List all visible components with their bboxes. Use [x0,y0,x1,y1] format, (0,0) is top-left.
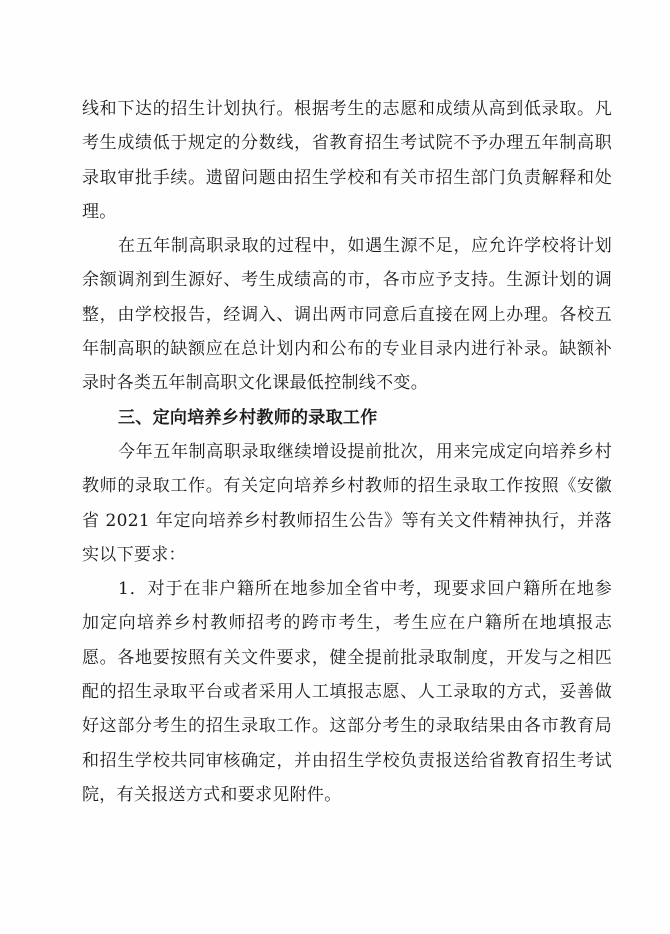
section-heading-rural-teachers: 三、定向培养乡村教师的录取工作 [118,407,378,428]
document-body [82,92,612,812]
paragraph-quota-adjustment: 在五年制高职录取的过程中，如遇生源不足，应允许学校将计划余额调剂到生源好、考生成绩高的市，各市应予支持。生源计划的调整，由学校报告，经调入、调出两市同意后直接在网上办理。各校五年制高职的缺额应在总计划内和公布的专业目录内进行补录。缺额补录时各类五年制高职文化课最低控制线不变。 [82,236,612,394]
paragraph-early-batch: 今年五年制高职录取继续增设提前批次，用来完成定向培养乡村教师的录取工作。有关定向培养乡村教师的招生录取工作按照《安徽省 2021 年定向培养乡村教师招生公告》等有关文件精神执行，并落实以下要求： [82,441,612,565]
paragraph-cross-city-candidates: 1．对于在非户籍所在地参加全省中考，现要求回户籍所在地参加定向培养乡村教师招考的跨市考生，考生应在户籍所在地填报志愿。各地要按照有关文件要求，健全提前批录取制度，开发与之相匹配的招生录取平台或者采用人工填报志愿、人工录取的方式，妥善做好这部分考生的招生录取工作。这部分考生的录取结果由各市教育局和招生学校共同审核确定，并由招生学校负责报送给省教育招生考试院，有关报送方式和要求见附件。 [82,579,612,805]
paragraph-admission-rules: 线和下达的招生计划执行。根据考生的志愿和成绩从高到低录取。凡考生成绩低于规定的分数线，省教育招生考试院不予办理五年制高职录取审批手续。遗留问题由招生学校和有关市招生部门负责解释和处理。 [82,99,612,222]
